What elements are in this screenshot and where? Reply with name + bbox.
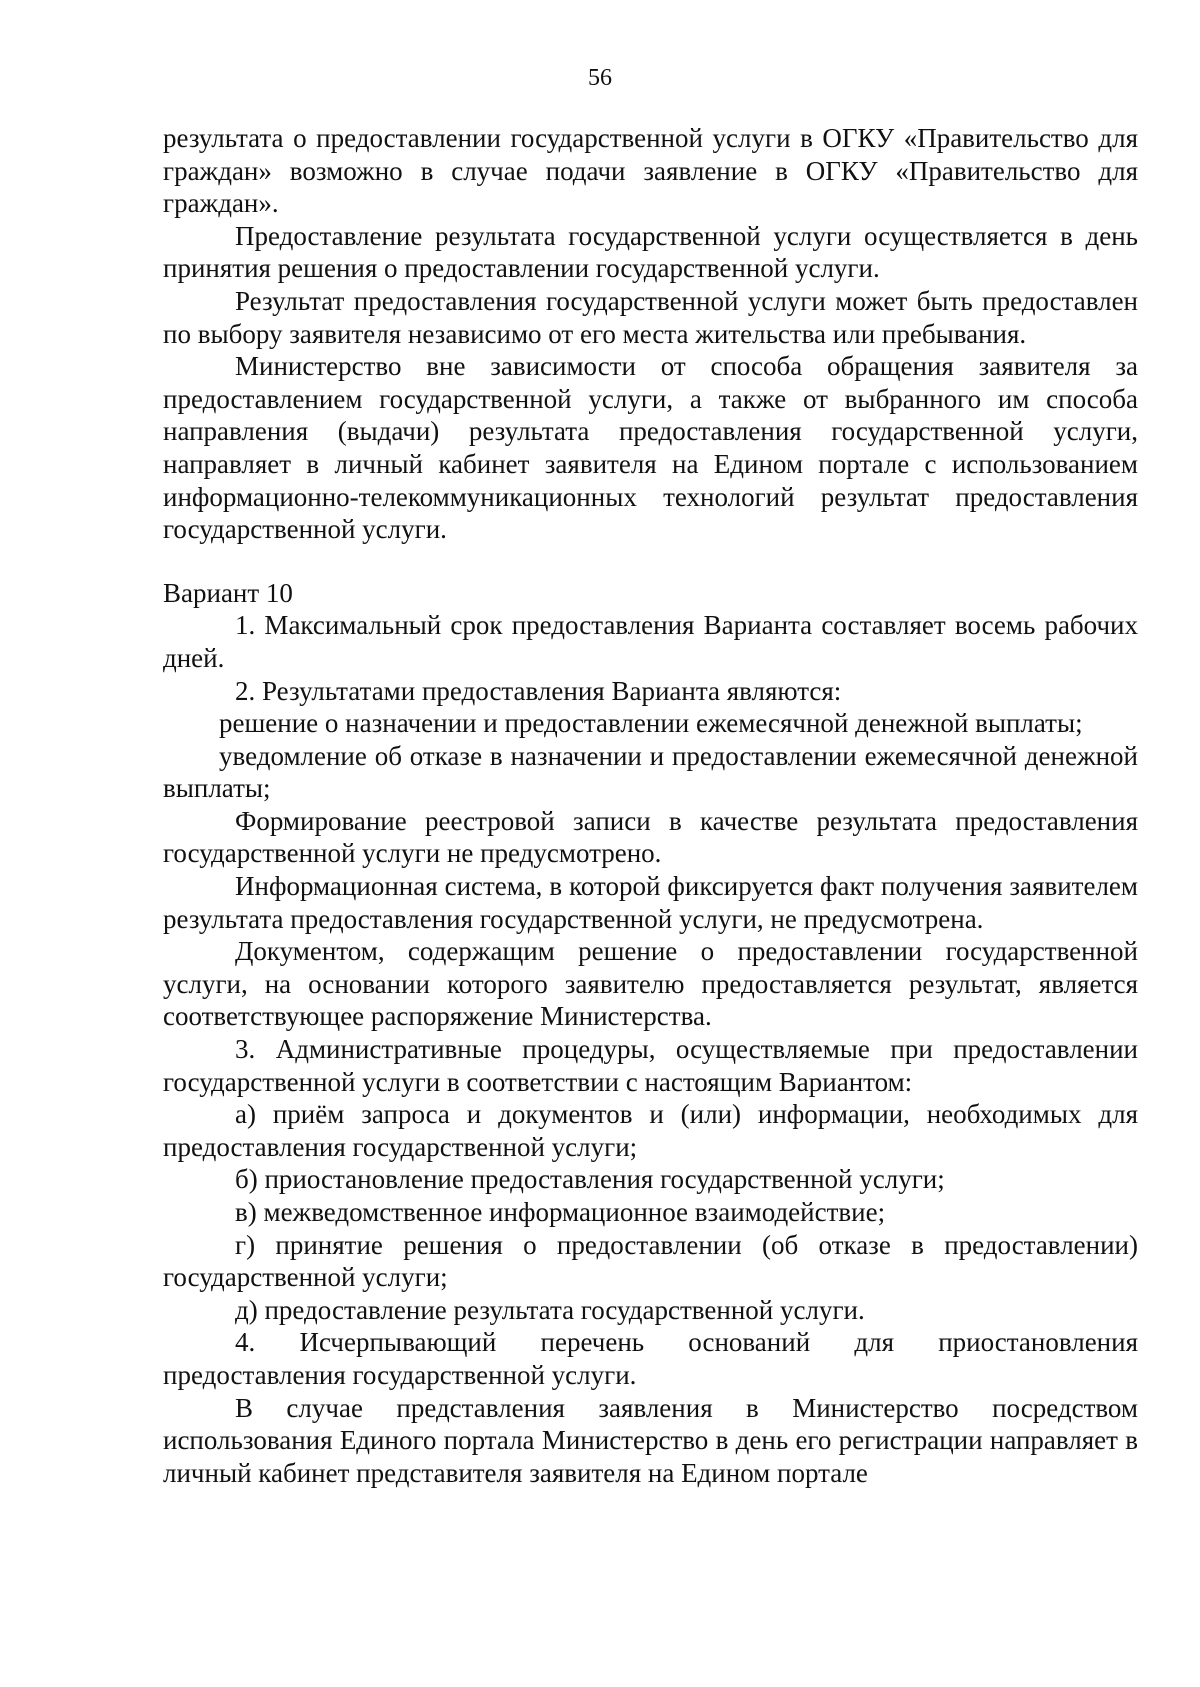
paragraph: В случае представления заявления в Министерство посредством использования Единого портала Министерство в день его регистрации направляет в личный кабинет представителя заявителя на Едином портале — [163, 1392, 1138, 1488]
paragraph: 1. Максимальный срок предоставления Варианта составляет восемь рабочих дней. — [163, 610, 1138, 673]
page-number: 56 — [588, 65, 612, 91]
document-body — [163, 122, 1138, 1489]
paragraph: Министерство вне зависимости от способа обращения заявителя за предоставлением государственной услуги, а также от выбранного им способа направления (выдачи) результата предоставления государственной услуги, направляет в личный кабинет заявителя на Едином портале с использованием информационно-телекоммуникационных технологий результат предоставления государственной услуги. — [163, 351, 1138, 545]
list-item: д) предоставление результата государственной услуги. — [235, 1294, 865, 1325]
paragraph: Информационная система, в которой фиксируется факт получения заявителем результата предоставления государственной услуги, не предусмотрена. — [163, 871, 1138, 934]
list-item: уведомление об отказе в назначении и предоставлении ежемесячной денежной выплаты; — [163, 740, 1138, 804]
list-item: г) принятие решения о предоставлении (об отказе в предоставлении) государственной услуги; — [163, 1229, 1138, 1293]
paragraph: Результат предоставления государственной услуги может быть предоставлен по выбору заявителя независимо от его места жительства или пребывания. — [163, 285, 1138, 349]
paragraph: 3. Административные процедуры, осуществляемые при предоставлении государственной услуги в соответствии с настоящим Вариантом: — [163, 1034, 1138, 1097]
section-heading: Вариант 10 — [163, 577, 293, 608]
paragraph: Формирование реестровой записи в качестве результата предоставления государственной услуги не предусмотрено. — [163, 805, 1138, 869]
paragraph: Предоставление результата государственной услуги осуществляется в день принятия решения о предоставлении государственной услуги. — [163, 220, 1138, 284]
paragraph: результата о предоставлении государственной услуги в ОГКУ «Правительство для граждан» возможно в случае подачи заявление в ОГКУ «Правительство для граждан». — [163, 123, 1138, 219]
list-item: а) приём запроса и документов и (или) информации, необходимых для предоставления государственной услуги; — [163, 1099, 1138, 1162]
paragraph: 4. Исчерпывающий перечень оснований для приостановления предоставления государственной услуги. — [163, 1327, 1138, 1390]
list-item: решение о назначении и предоставлении ежемесячной денежной выплаты; — [219, 708, 1083, 739]
list-item: б) приостановление предоставления государственной услуги; — [235, 1164, 945, 1195]
list-item: в) межведомственное информационное взаимодействие; — [235, 1197, 886, 1227]
paragraph: 2. Результатами предоставления Варианта являются: — [235, 675, 842, 706]
paragraph: Документом, содержащим решение о предоставлении государственной услуги, на основании которого заявителю предоставляется результат, является соответствующее распоряжение Министерства. — [163, 936, 1138, 1032]
